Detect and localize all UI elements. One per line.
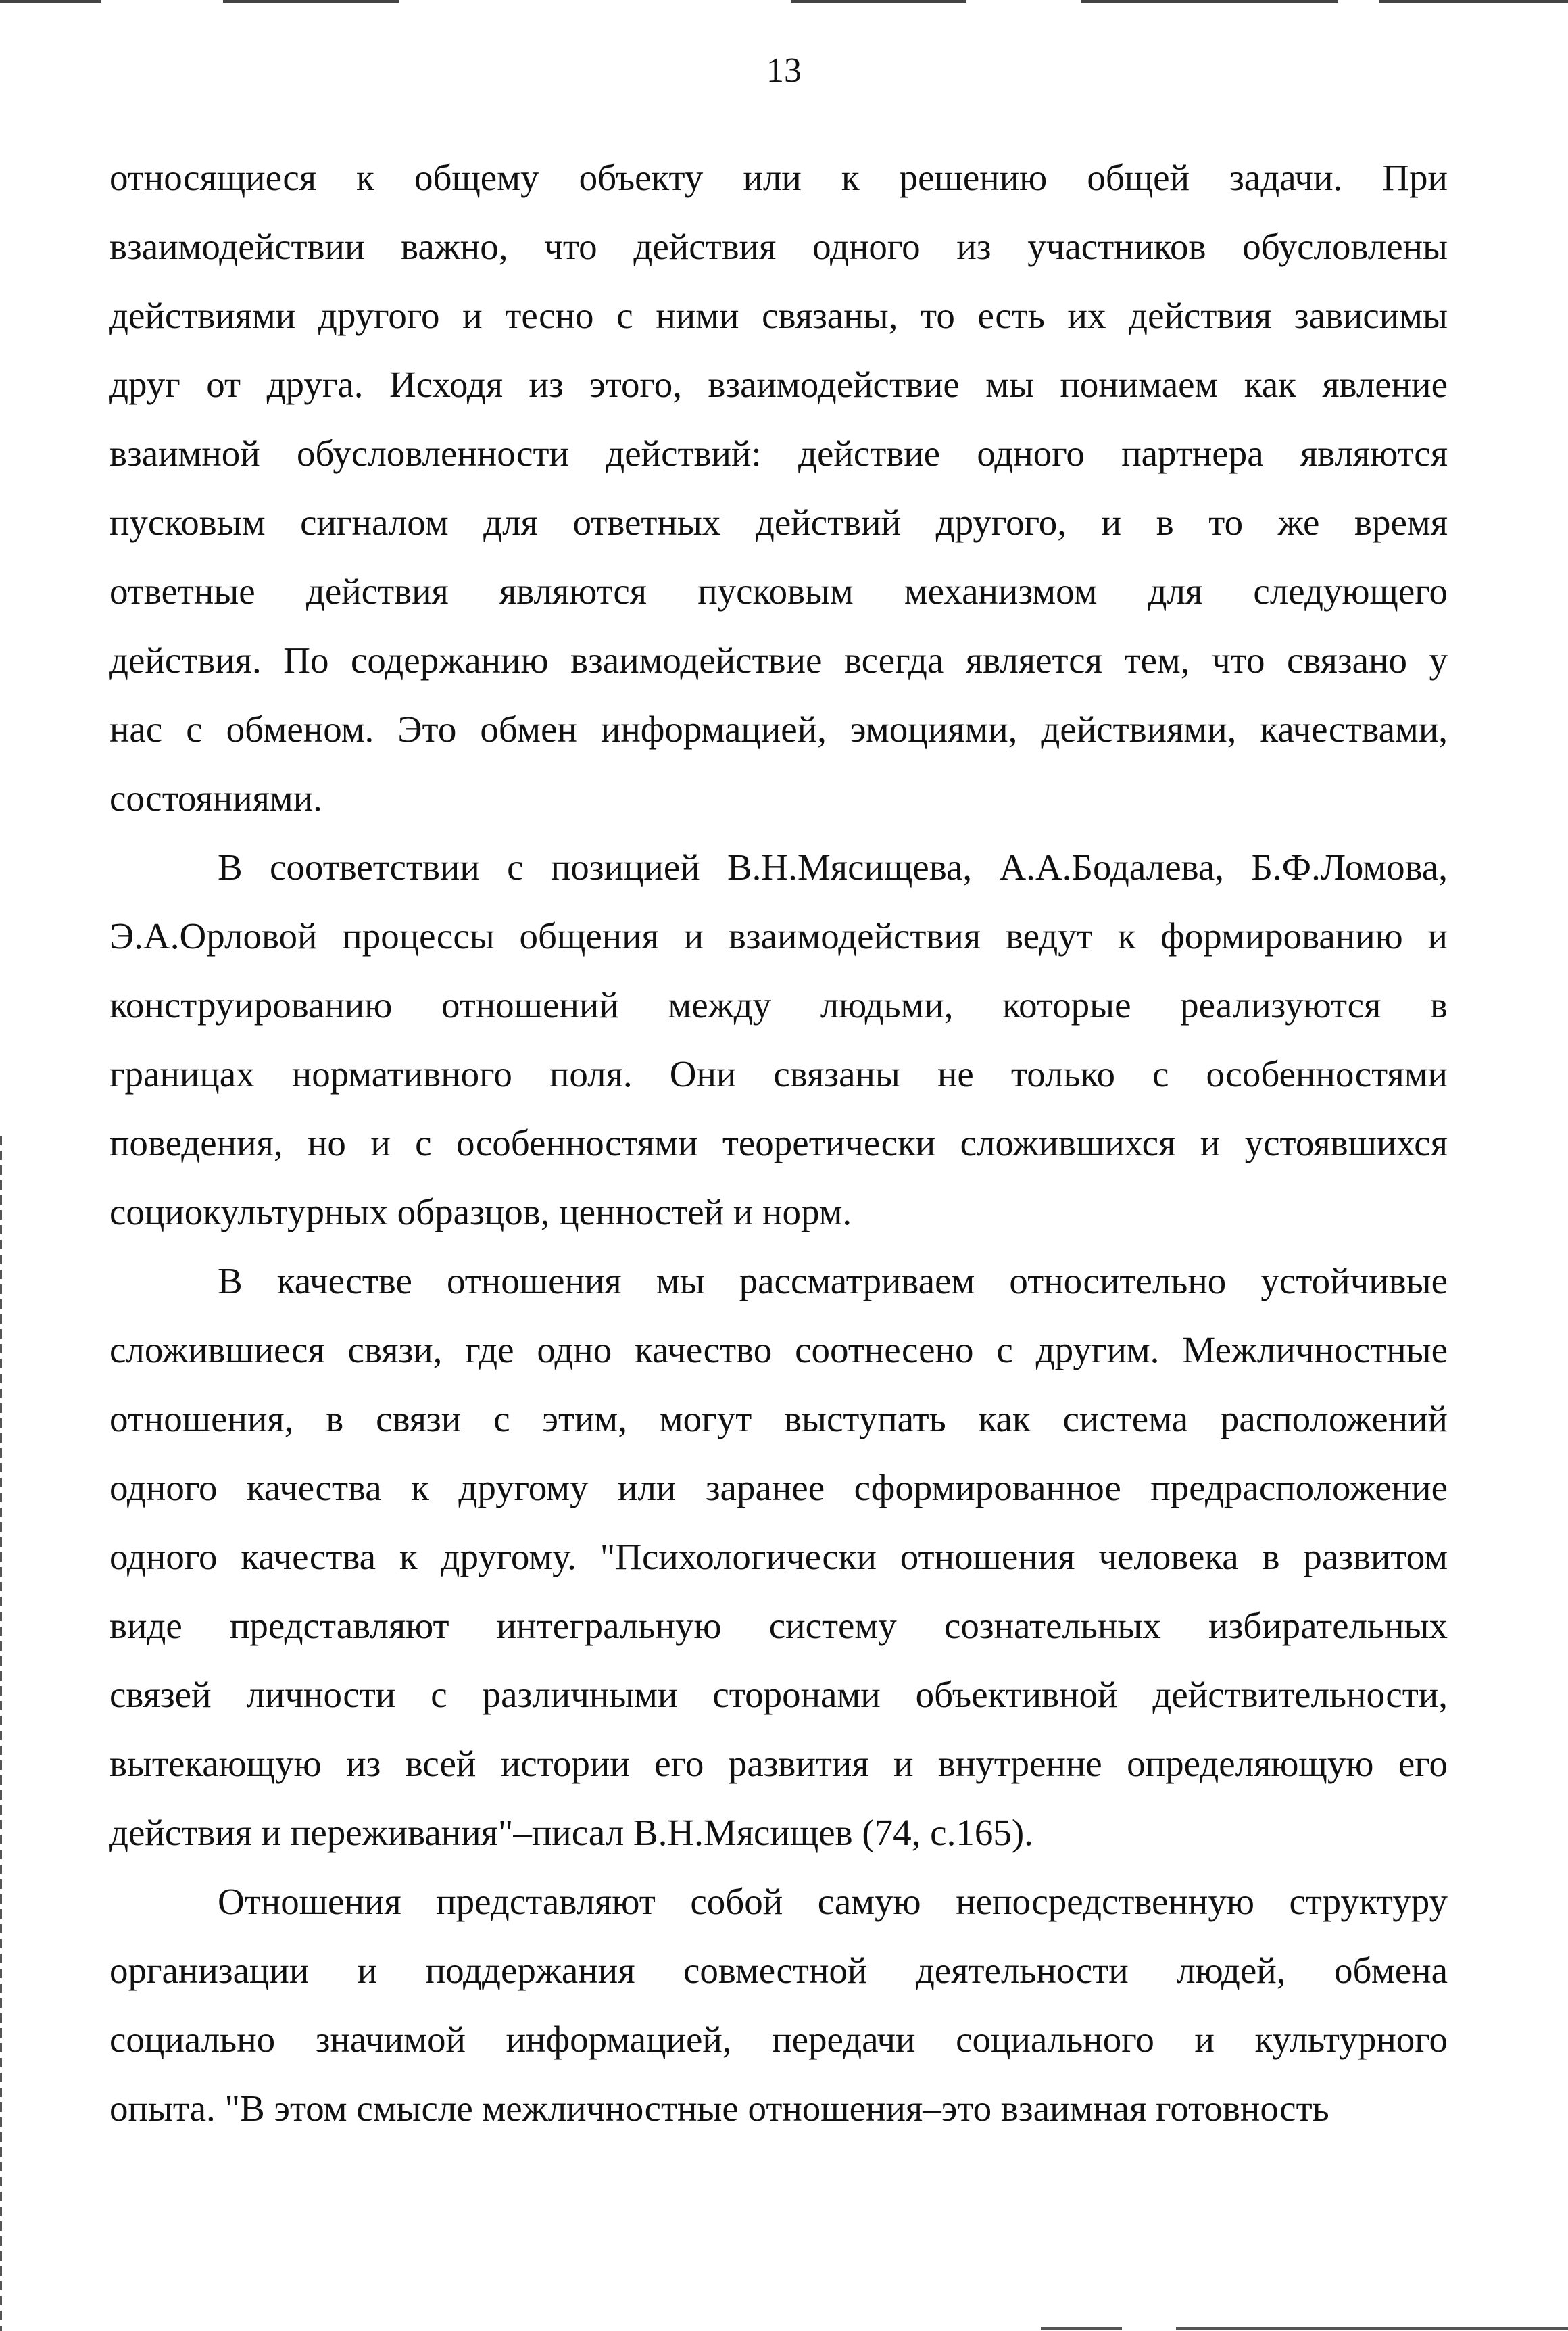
text-line: одного качества к другому. "Психологически отношения человека в развитом [109, 1536, 1448, 1577]
scan-edge-bottom [1176, 2327, 1568, 2330]
paragraph [109, 1867, 1448, 2143]
text-line: отношения, в связи с этим, могут выступать как система расположений [109, 1398, 1448, 1439]
text-line: взаимодействии важно, что действия одного из участников обусловлены [109, 226, 1448, 267]
text-line: сложившиеся связи, где одно качество соотнесено с другим. Межличностные [109, 1329, 1448, 1370]
text-line: связей личности с различными сторонами объективной действительности, [109, 1674, 1448, 1715]
text-line: относящиеся к общему объекту или к решению общей задачи. При [109, 157, 1448, 198]
scan-edge-bottom [1041, 2327, 1122, 2330]
body-text [109, 143, 1448, 2143]
text-line: вытекающую из всей истории его развития и внутренне определяющую его [109, 1743, 1448, 1784]
paragraph [109, 833, 1448, 1247]
text-line: В качестве отношения мы рассматриваем относительно устойчивые [218, 1260, 1448, 1301]
text-line: Отношения представляют собой самую непосредственную структуру [218, 1881, 1448, 1922]
text-line: друг от друга. Исходя из этого, взаимодействие мы понимаем как явление [109, 364, 1448, 405]
scan-edge-top [0, 0, 1568, 5]
text-line: пусковым сигналом для ответных действий другого, и в то же время [109, 502, 1448, 543]
text-line: виде представляют интегральную систему сознательных избирательных [109, 1605, 1448, 1646]
text-line: действия и переживания"–писал В.Н.Мясищев (74, с.165). [109, 1812, 1033, 1853]
text-line: организации и поддержания совместной деятельности людей, обмена [109, 1950, 1448, 1991]
paragraph [109, 143, 1448, 833]
text-line: действиями другого и тесно с ними связаны, то есть их действия зависимы [109, 295, 1448, 336]
text-line: Э.А.Орловой процессы общения и взаимодействия ведут к формированию и [109, 915, 1448, 957]
text-line: ответные действия являются пусковым механизмом для следующего [109, 571, 1448, 612]
text-line: опыта. "В этом смысле межличностные отношения–это взаимная готовность [109, 2088, 1329, 2129]
text-line: социально значимой информацией, передачи социального и культурного [109, 2019, 1448, 2060]
page-number: 13 [766, 51, 802, 90]
text-line: конструированию отношений между людьми, которые реализуются в [109, 984, 1448, 1026]
text-line: взаимной обусловленности действий: действие одного партнера являются [109, 433, 1448, 474]
text-line: поведения, но и с особенностями теоретически сложившихся и устоявшихся [109, 1122, 1448, 1163]
paragraph [109, 1247, 1448, 1867]
text-line: границах нормативного поля. Они связаны не только с особенностями [109, 1053, 1448, 1095]
text-line: одного качества к другому или заранее сформированное предрасположение [109, 1467, 1448, 1508]
text-line: В соответствии с позицией В.Н.Мясищева, А.А.Бодалева, Б.Ф.Ломова, [218, 846, 1448, 888]
text-line: действия. По содержанию взаимодействие всегда является тем, что связано у [109, 640, 1448, 681]
text-line: социокультурных образцов, ценностей и норм. [109, 1191, 852, 1232]
scan-edge-left [0, 1136, 2, 2331]
text-line: состояниями. [109, 777, 322, 819]
text-line: нас с обменом. Это обмен информацией, эмоциями, действиями, качествами, [109, 708, 1448, 750]
